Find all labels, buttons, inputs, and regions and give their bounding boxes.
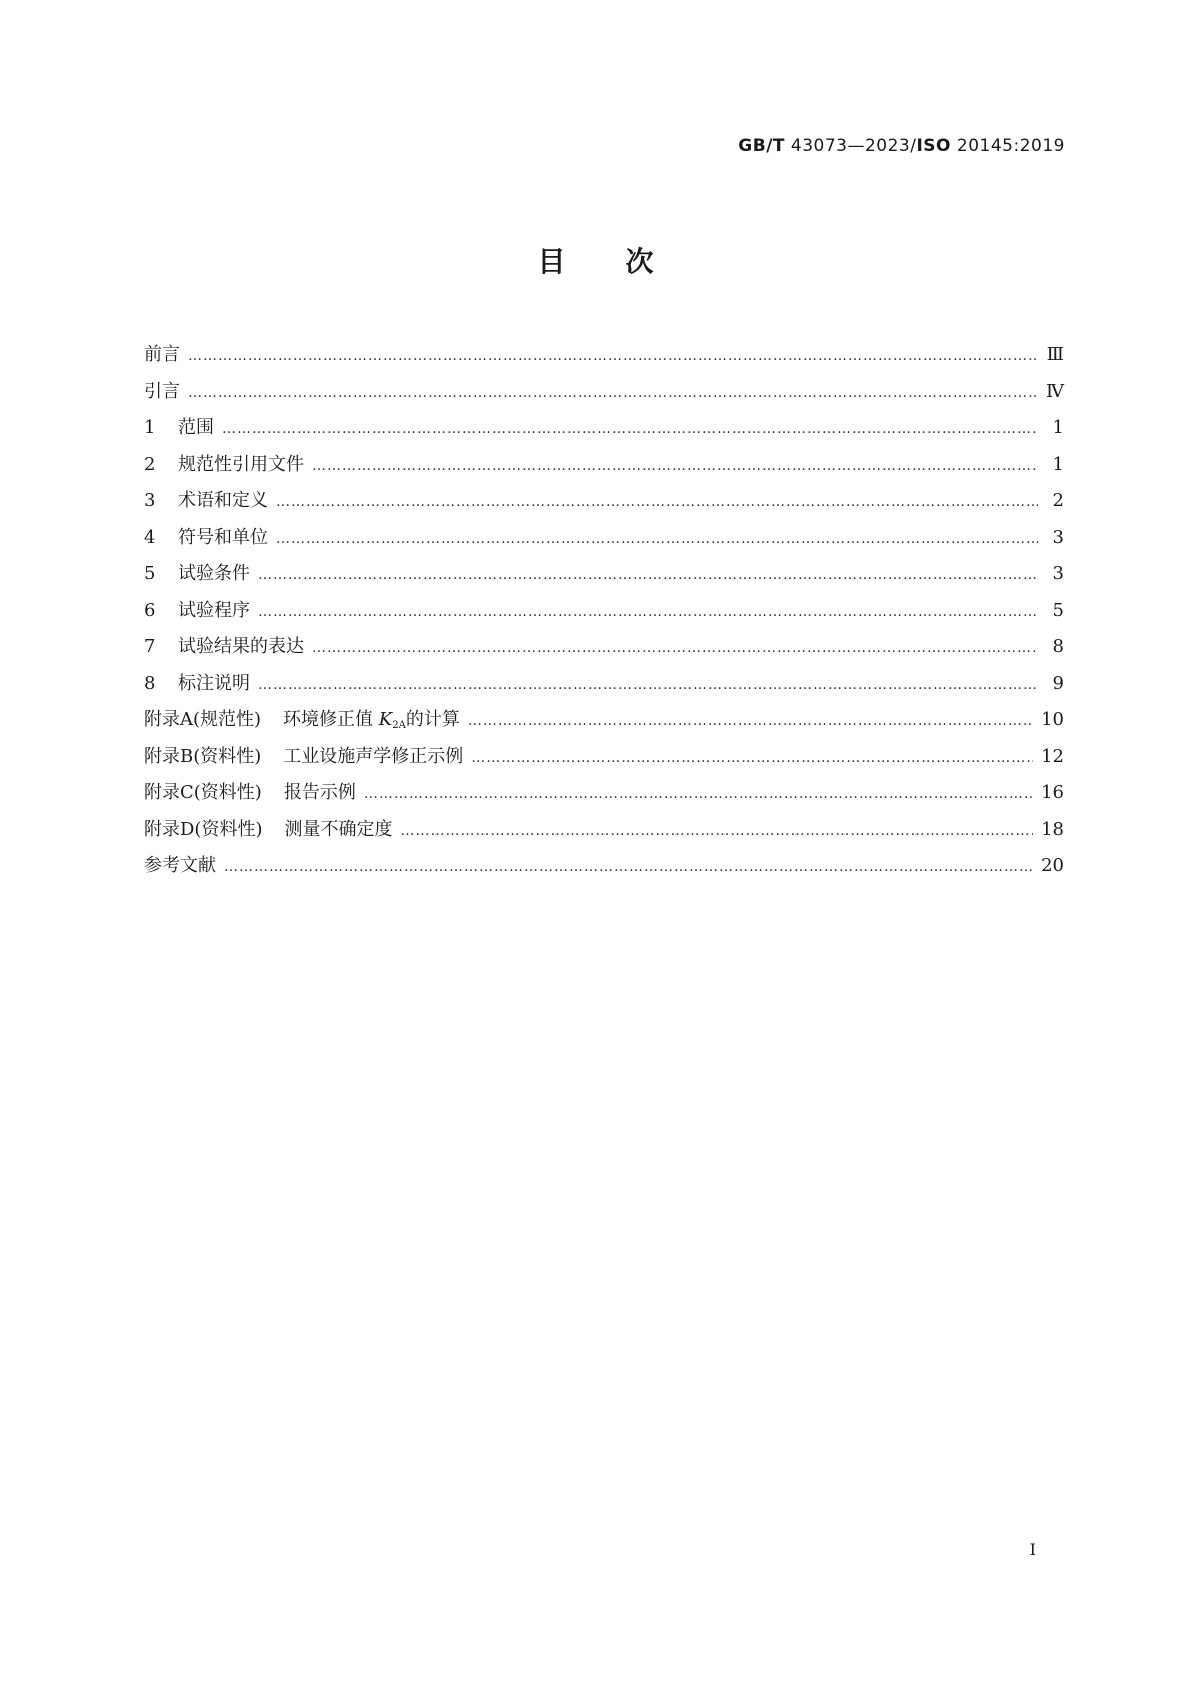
standard-iso: ISO <box>916 136 952 156</box>
toc-entry-scope[interactable] <box>144 413 1064 450</box>
toc-leader <box>471 750 1033 766</box>
toc-entry-page: 2 <box>1052 490 1064 511</box>
toc-entry-annex-a[interactable] <box>144 705 1064 742</box>
toc-entry-label: 范围 <box>178 417 214 438</box>
toc-leader <box>312 640 1038 656</box>
toc-entry-normative-references[interactable] <box>144 450 1064 487</box>
toc-leader <box>188 385 1038 401</box>
toc-entry-label: 前言 <box>144 344 180 365</box>
toc-entry-label: 试验条件 <box>178 563 250 584</box>
toc-entry-page: 1 <box>1052 453 1064 475</box>
toc-entry-number: 4 <box>144 526 156 548</box>
toc-entry-variable: K <box>378 709 393 730</box>
toc-entry-number: 8 <box>144 672 156 694</box>
toc-entry-introduction[interactable] <box>144 377 1064 414</box>
toc-leader <box>468 713 1033 729</box>
toc-entry-number: 6 <box>144 599 156 621</box>
standard-middle: 43073—2023/ <box>785 136 917 156</box>
toc-entry-number: 2 <box>144 453 156 475</box>
toc-entry-label: 术语和定义 <box>178 490 268 511</box>
toc-entry-label-post: 的计算 <box>405 709 460 730</box>
page-number: Ⅰ <box>1029 1540 1036 1559</box>
toc-entry-prefix: 附录A(规范性) <box>144 709 262 730</box>
toc-entry-annex-d[interactable] <box>144 815 1064 852</box>
toc-leader <box>258 677 1038 693</box>
toc-entry-label-pre: 环境修正值 <box>283 709 374 730</box>
toc-entry-number: 5 <box>144 563 156 584</box>
table-of-contents <box>144 340 1064 888</box>
toc-entry-page: 12 <box>1041 745 1064 767</box>
standard-suffix: 20145:2019 <box>951 136 1065 156</box>
toc-entry-label: 符号和单位 <box>178 526 268 548</box>
standard-prefix: GB/T <box>738 136 785 156</box>
toc-entry-annex-c[interactable] <box>144 778 1064 815</box>
toc-entry-terms-definitions[interactable] <box>144 486 1064 523</box>
toc-entry-label <box>283 705 460 731</box>
toc-title: 目次 <box>537 245 714 278</box>
toc-entry-labelling[interactable] <box>144 669 1064 706</box>
toc-leader <box>222 421 1038 437</box>
toc-entry-number: 3 <box>144 490 156 511</box>
toc-entry-page: 3 <box>1052 563 1064 584</box>
toc-entry-label: 工业设施声学修正示例 <box>283 745 464 767</box>
toc-entry-label: 测量不确定度 <box>284 818 393 840</box>
toc-entry-bibliography[interactable] <box>144 851 1064 888</box>
toc-entry-page: 3 <box>1052 526 1064 548</box>
toc-entry-label: 试验程序 <box>178 599 250 621</box>
toc-entry-page: 20 <box>1041 855 1064 876</box>
standard-number <box>738 136 1065 156</box>
toc-entry-foreword[interactable] <box>144 340 1064 377</box>
toc-entry-page: 18 <box>1041 818 1064 840</box>
toc-leader <box>276 531 1038 547</box>
toc-entry-number: 1 <box>144 417 156 438</box>
toc-leader <box>364 786 1033 802</box>
toc-entry-label: 规范性引用文件 <box>178 453 304 475</box>
toc-leader <box>400 823 1033 839</box>
toc-entry-label: 参考文献 <box>144 855 216 876</box>
toc-entry-annex-b[interactable] <box>144 742 1064 779</box>
toc-entry-page: Ⅲ <box>1046 344 1064 365</box>
toc-entry-test-conditions[interactable] <box>144 559 1064 596</box>
toc-leader <box>312 458 1038 474</box>
toc-entry-label: 引言 <box>144 380 180 402</box>
toc-entry-prefix: 附录B(资料性) <box>144 745 262 767</box>
toc-entry-symbols-units[interactable] <box>144 523 1064 560</box>
toc-leader <box>258 567 1038 583</box>
toc-entry-expression-of-results[interactable] <box>144 632 1064 669</box>
toc-entry-page: 10 <box>1041 709 1064 730</box>
toc-entry-page: 1 <box>1052 417 1064 438</box>
toc-entry-label: 试验结果的表达 <box>178 636 304 657</box>
toc-entry-page: Ⅳ <box>1046 380 1064 402</box>
toc-entry-page: 16 <box>1041 782 1064 803</box>
toc-entry-prefix: 附录D(资料性) <box>144 818 263 840</box>
toc-entry-page: 9 <box>1052 672 1064 694</box>
toc-entry-page: 8 <box>1052 636 1064 657</box>
toc-entry-number: 7 <box>144 636 156 657</box>
toc-leader <box>188 348 1038 364</box>
toc-leader <box>258 604 1038 620</box>
toc-entry-page: 5 <box>1052 599 1064 621</box>
toc-entry-label: 标注说明 <box>178 672 250 694</box>
toc-leader <box>224 859 1033 875</box>
toc-entry-subscript: 2A <box>392 720 406 731</box>
toc-entry-test-procedure[interactable] <box>144 596 1064 633</box>
toc-entry-prefix: 附录C(资料性) <box>144 782 262 803</box>
toc-leader <box>276 494 1038 510</box>
toc-entry-label: 报告示例 <box>283 782 356 803</box>
